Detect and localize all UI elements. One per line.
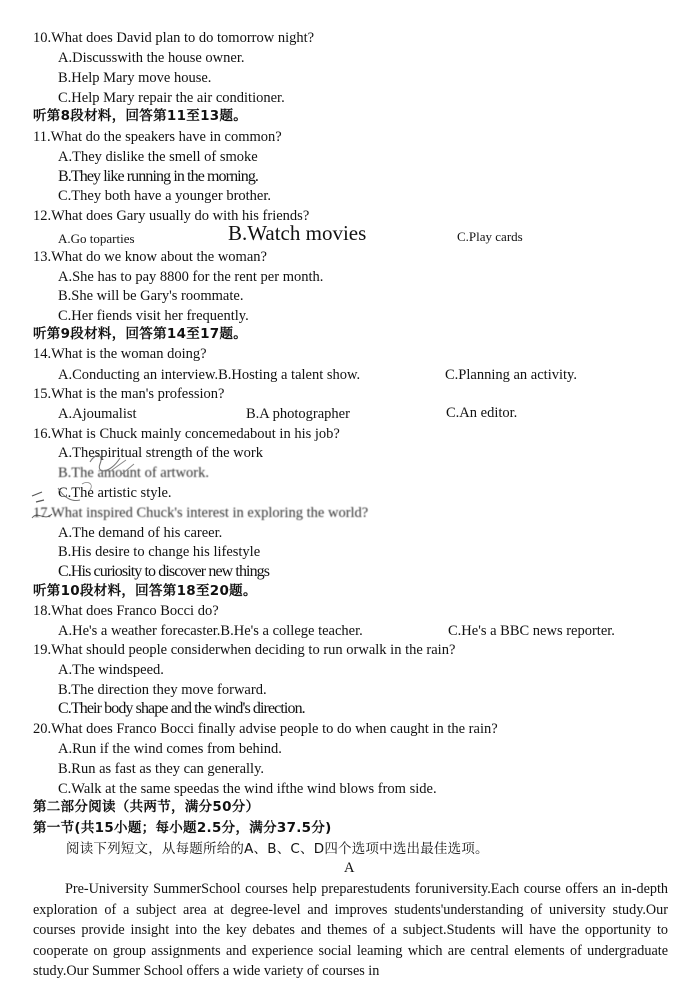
question-10: 10.What does David plan to do tomorrow night?	[33, 30, 315, 46]
option-14ab: A.Conducting an interview.B.Hosting a talent show.	[58, 367, 361, 383]
question-12: 12.What does Gary usually do with his friends?	[33, 208, 310, 224]
option-18ab: A.He's a weather forecaster.B.He's a college teacher.	[58, 623, 363, 639]
question-20: 20.What does Franco Bocci finally advise people to do when caught in the rain?	[33, 721, 498, 737]
option-17a: A.The demand of his career.	[58, 525, 223, 541]
reading-instructions: 阅读下列短文，从每题所给的A、B、C、D四个选项中选出最佳选项。	[66, 841, 489, 857]
section-8-heading: 听第8段材料，回答第11至13题。	[33, 108, 248, 124]
question-14: 14.What is the woman doing?	[33, 346, 207, 362]
option-19a: A.The windspeed.	[58, 662, 164, 678]
option-12a: A.Go toparties	[58, 231, 135, 246]
option-15c: C.An editor.	[446, 405, 518, 421]
section-9-heading: 听第9段材料，回答第14至17题。	[33, 326, 248, 342]
option-16b: B.The amount of artwork.	[58, 465, 210, 481]
question-15: 15.What is the man's profession?	[33, 386, 225, 402]
option-19c: C.Their body shape and the wind's direction.	[58, 700, 305, 717]
passage-letter: A	[344, 860, 355, 876]
option-14c: C.Planning an activity.	[445, 367, 577, 383]
option-10b: B.Help Mary move house.	[58, 70, 212, 86]
option-20c: C.Walk at the same speedas the wind ifthe wind blows from side.	[58, 781, 437, 797]
option-16a: A.Thespiritual strength of the work	[58, 445, 263, 461]
section-1-heading: 第一节(共15小题；每小题2.5分，满分37.5分)	[33, 820, 332, 836]
option-20a: A.Run if the wind comes from behind.	[58, 741, 282, 757]
option-17c: C.His curiosity to discover new things	[58, 563, 270, 580]
option-18c: C.He's a BBC news reporter.	[448, 623, 615, 639]
section-10-heading: 听第10段材料，回答第18至20题。	[33, 583, 257, 599]
option-17b: B.His desire to change his lifestyle	[58, 544, 261, 560]
option-10c: C.Help Mary repair the air conditioner.	[58, 90, 285, 106]
option-13a: A.She has to pay 8800 for the rent per month.	[58, 269, 324, 285]
question-18: 18.What does Franco Bocci do?	[33, 603, 219, 619]
question-17: 17.What inspired Chuck's interest in exploring the world?	[33, 505, 369, 521]
option-16c: C.The artistic style.	[58, 485, 172, 501]
option-10a: A.Discusswith the house owner.	[58, 50, 245, 66]
option-12c: C.Play cards	[457, 229, 523, 244]
passage-text: Pre-University SummerSchool courses help preparestudents foruniversity.Each course offers an in-depth exploration of a subject area at degree-level and improves students'understanding of university study.Our courses provide insight into the key debates and themes of a subject.Students will have the opportunity to cooperate on group assignments and experience social leaming which are central elements of undergraduate study.Our Summer School offers a wide variety of courses in	[33, 881, 668, 979]
option-11a: A.They dislike the smell of smoke	[58, 149, 258, 165]
question-11: 11.What do the speakers have in common?	[33, 129, 282, 145]
question-19: 19.What should people considerwhen deciding to run orwalk in the rain?	[33, 642, 456, 658]
part-2-heading: 第二部分阅读（共两节，满分50分）	[33, 799, 260, 815]
option-15b: B.A photographer	[246, 406, 350, 422]
reading-passage-a	[33, 879, 668, 982]
option-13c: C.Her fiends visit her frequently.	[58, 308, 249, 324]
option-11c: C.They both have a younger brother.	[58, 188, 272, 204]
option-12b: B.Watch movies	[228, 221, 367, 245]
option-19b: B.The direction they move forward.	[58, 682, 267, 698]
option-15a: A.Ajoumalist	[58, 406, 137, 422]
question-13: 13.What do we know about the woman?	[33, 249, 267, 265]
option-11b: B.They like running in the morning.	[58, 168, 259, 185]
option-13b: B.She will be Gary's roommate.	[58, 288, 244, 304]
question-16: 16.What is Chuck mainly concemedabout in his job?	[33, 426, 340, 442]
option-20b: B.Run as fast as they can generally.	[58, 761, 265, 777]
